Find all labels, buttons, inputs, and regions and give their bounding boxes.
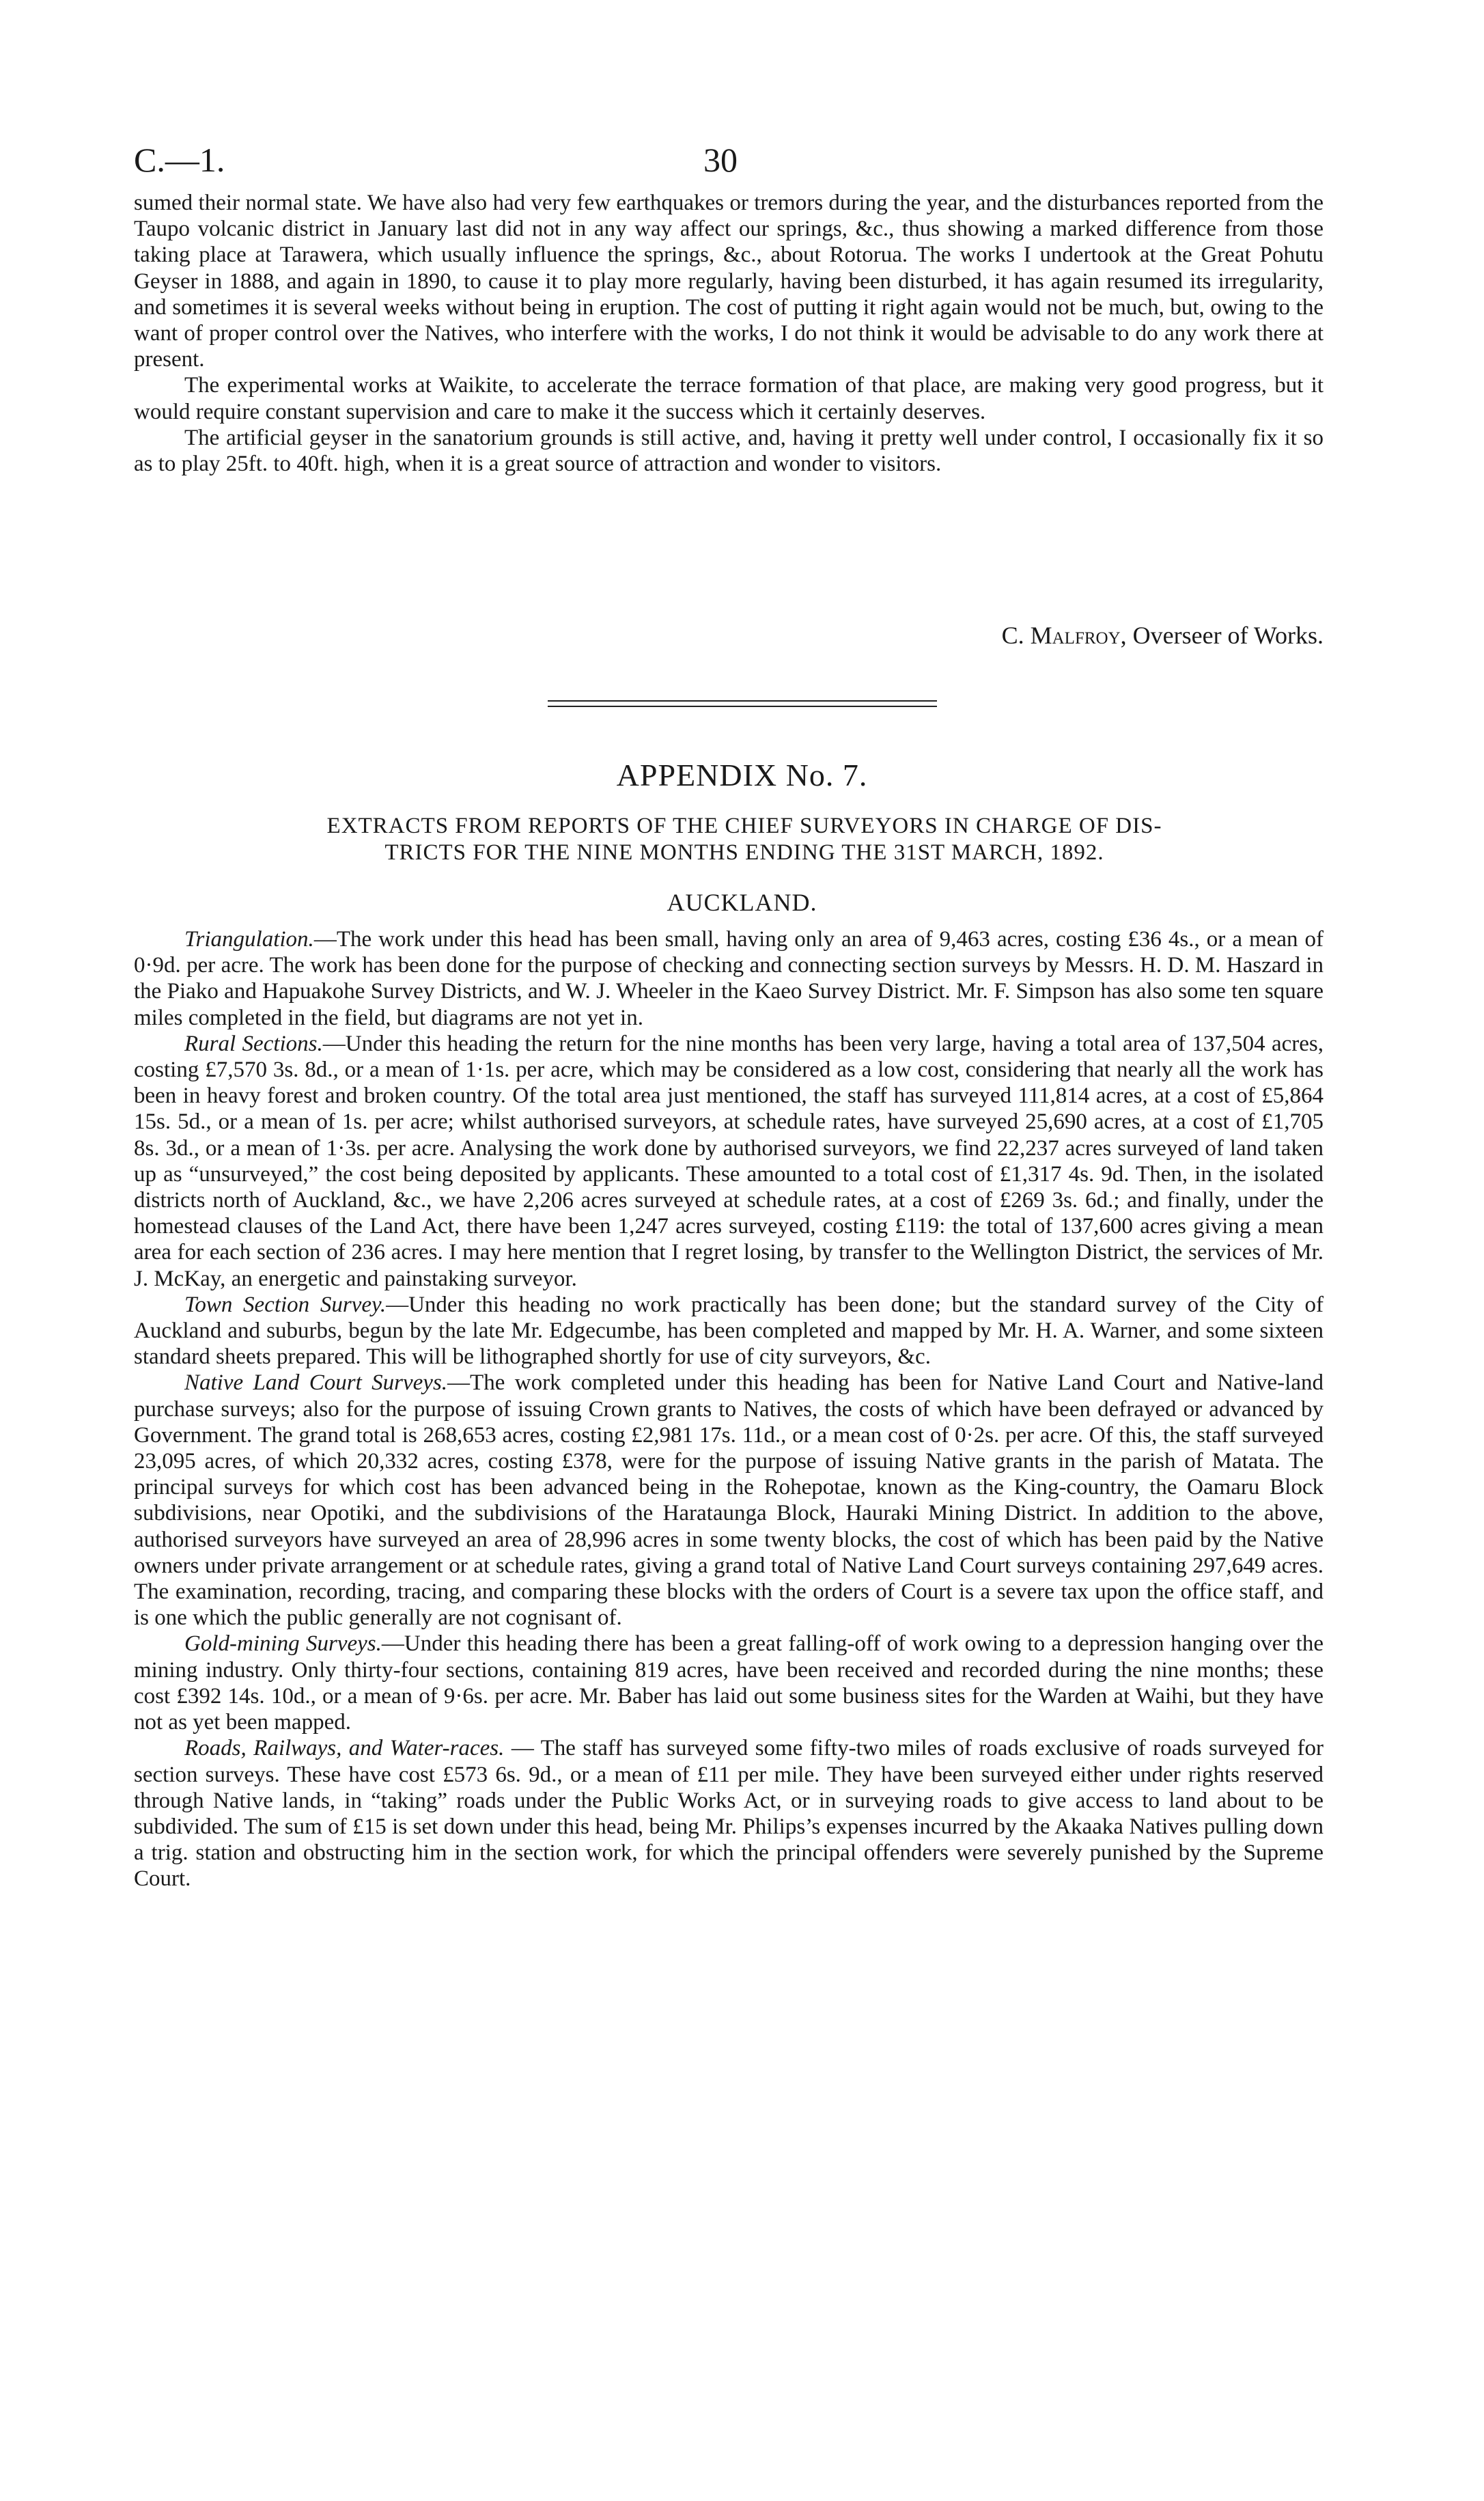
paragraph: The artificial geyser in the sanatorium grounds is still active, and, having it pretty well under control, I occasionally fix it so as to play 25ft. to 40ft. high, when it is a great source of attraction and wonder to visitors. bbox=[134, 425, 1324, 477]
section-text: —Under this heading the return for the nine months has been very large, having a total area of 137,504 acres, costing £7,570 3s. 8d., or a mean of 1·1s. per acre, which may be considered as a low cost, considering that nearly all the work has been in heavy forest and broken country. Of the total area just mentioned, the staff has surveyed 111,814 acres, at a cost of £5,864 15s. 5d., or a mean of 1s. per acre; whilst authorised surveyors, at schedule rates, have surveyed 25,690 acres, at a cost of £1,705 8s. 3d., or a mean of 1·3s. per acre. Analysing the work done by authorised surveyors, we find 22,237 acres surveyed of land taken up as “unsurveyed,” the cost being deposited by applicants. These amounted to a total cost of £1,317 4s. 9d. Then, in the isolated districts north of Auckland, &c., we have 2,206 acres surveyed at schedule rates, at a cost of £269 3s. 6d.; and finally, under the homestead clauses of the Land Act, there have been 1,247 acres surveyed, costing £119: the total of 137,600 acres giving a mean area for each section of 236 acres. I may here mention that I regret losing, by transfer to the Wellington District, the services of Mr. J. McKay, an energetic and painstaking surveyor. bbox=[134, 1031, 1324, 1291]
signature-name: Malfroy bbox=[1030, 622, 1121, 649]
auckland-report-text bbox=[134, 926, 1324, 1892]
signature-title: , Overseer of Works. bbox=[1120, 622, 1324, 649]
paper-code: C.—1. bbox=[134, 141, 225, 179]
signature-line bbox=[1002, 621, 1324, 650]
section-heading: Native Land Court Surveys. bbox=[184, 1370, 448, 1396]
section-divider bbox=[548, 706, 937, 707]
signature-initial: C. bbox=[1001, 622, 1024, 649]
section-heading: Gold-mining Surveys. bbox=[184, 1631, 382, 1657]
section-divider bbox=[548, 700, 937, 702]
section-text: —The work completed under this heading has been for Native Land Court and Native-land purchase surveys; also for the purpose of issuing Crown grants to Natives, the costs of which have been defrayed or advanced by Government. The grand total is 268,653 acres, costing £2,981 17s. 11d., or a mean cost of 0·2s. per acre. Of this, the staff surveyed 23,095 acres, of which 20,332 acres, costing £378, were for the purpose of issuing Native grants in the parish of Matata. The principal surveys for which cost has been advanced being in the Rohepotae, known as the King-country, the Oamaru Block subdivisions, near Opotiki, and the subdivisions of the Harataunga Block, Hauraki Mining District. In addition to the above, authorised surveyors have surveyed an area of 28,996 acres in some twenty blocks, the cost of which has been paid by the Native owners under private arrangement or at schedule rates, giving a grand total of Native Land Court surveys containing 297,649 acres. The examination, recording, tracing, and comparing these blocks with the orders of Court is a severe tax upon the office staff, and is one which the public generally are not cognisant of. bbox=[134, 1370, 1324, 1631]
section-paragraph bbox=[134, 1031, 1324, 1292]
section-paragraph bbox=[134, 1370, 1324, 1631]
previous-report-text bbox=[134, 190, 1324, 477]
section-text: —Under this heading no work practically has been done; but the standard survey of the City of Auckland and suburbs, begun by the late Mr. Edgecumbe, has been completed and mapped by Mr. H. A. Warner, and some sixteen standard sheets prepared. This will be lithographed shortly for use of city surveyors, &c. bbox=[134, 1292, 1324, 1370]
page-number: 30 bbox=[703, 141, 738, 179]
appendix-title: APPENDIX No. 7. bbox=[616, 758, 868, 792]
subtitle-line-2: TRICTS FOR THE NINE MONTHS ENDING THE 31ST MARCH, 1892. bbox=[384, 840, 1104, 865]
section-heading: Triangulation. bbox=[184, 927, 314, 952]
section-text: —The work under this head has been small, having only an area of 9,463 acres, costing £36 4s., or a mean of 0·9d. per acre. The work has been done for the purpose of checking and connecting section surveys by Messrs. H. D. M. Haszard in the Piako and Hapuakohe Survey Districts, and W. J. Wheeler in the Kaeo Survey District. Mr. F. Simpson has also some ten square miles completed in the field, but diagrams are not yet in. bbox=[134, 927, 1324, 1030]
section-heading: Town Section Survey. bbox=[184, 1292, 387, 1317]
subtitle-line-1: EXTRACTS FROM REPORTS OF THE CHIEF SURVEYORS IN CHARGE OF DIS- bbox=[326, 814, 1162, 838]
section-paragraph bbox=[134, 1735, 1324, 1892]
paragraph: sumed their normal state. We have also had very few earthquakes or tremors during the year, and the disturbances reported from the Taupo volcanic district in January last did not in any way affect our springs, &c., thus showing a marked difference from those taking place at Tarawera, which usually influence the springs, &c., about Rotorua. The works I undertook at the Great Pohutu Geyser in 1888, and again in 1890, to cause it to play more regularly, having been disturbed, it has again resumed its irregularity, and sometimes it is several weeks without being in eruption. The cost of putting it right again would not be much, but, owing to the want of proper control over the Natives, who interfere with the works, I do not think it would be advisable to do any work there at present. bbox=[134, 191, 1324, 372]
section-heading: Rural Sections. bbox=[184, 1031, 323, 1056]
section-text: —Under this heading there has been a great falling-off of work owing to a depression hanging over the mining industry. Only thirty-four sections, containing 819 acres, have been received and recorded during the nine months; these cost £392 14s. 10d., or a mean of 9·6s. per acre. Mr. Baber has laid out some business sites for the Warden at Waihi, but they have not as yet been mapped. bbox=[134, 1631, 1324, 1735]
paragraph: The experimental works at Waikite, to accelerate the terrace formation of that place, are making very good progress, but it would require constant supervision and care to make it the success which it certainly deserves. bbox=[134, 373, 1324, 424]
section-paragraph bbox=[134, 1292, 1324, 1370]
section-paragraph bbox=[134, 926, 1324, 1031]
section-paragraph bbox=[134, 1631, 1324, 1735]
appendix-subtitle bbox=[157, 813, 1332, 866]
section-heading: Roads, Railways, and Water-races. bbox=[184, 1736, 505, 1761]
district-heading: AUCKLAND. bbox=[667, 889, 817, 916]
section-text: — The staff has surveyed some fifty-two miles of roads exclusive of roads surveyed for section surveys. These have cost £573 6s. 9d., or a mean of £11 per mile. They have been surveyed either under rights reserved through Native lands, in “taking” roads under the Public Works Act, or in surveying roads to give access to land about to be subdivided. The sum of £15 is set down under this head, being Mr. Philips’s expenses incurred by the Akaaka Natives pulling down a trig. station and obstructing him in the section work, for which the principal offenders were severely punished by the Supreme Court. bbox=[134, 1736, 1324, 1892]
